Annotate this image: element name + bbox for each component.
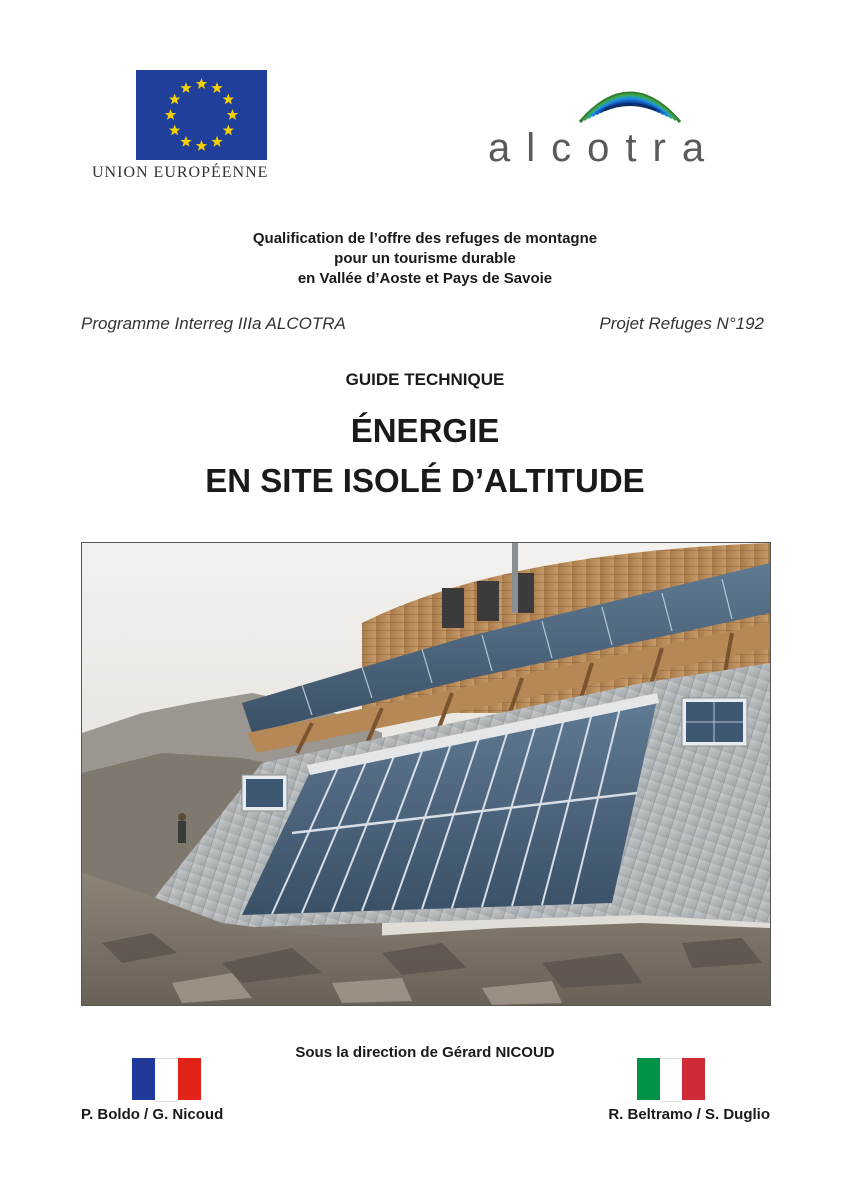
authors-italy: R. Beltramo / S. Duglio [608, 1106, 770, 1123]
direction-credit: Sous la direction de Gérard NICOUD [295, 1044, 555, 1061]
flag-stripe-blue [132, 1058, 155, 1100]
qualification-line: pour un tourisme durable [334, 250, 516, 267]
eu-stars-icon [136, 70, 267, 160]
flag-stripe-white [155, 1058, 178, 1102]
eu-star-icon [227, 109, 238, 120]
refuge-solar-photo [82, 543, 770, 1005]
alcotra-wordmark: alcotra [488, 126, 721, 170]
qualification-line: en Vallée d’Aoste et Pays de Savoie [297, 270, 553, 287]
eu-star-icon [180, 82, 191, 93]
eu-flag-logo [136, 70, 267, 160]
authors-france: P. Boldo / G. Nicoud [81, 1106, 224, 1123]
eu-label: UNION EUROPÉENNE [92, 164, 269, 181]
flag-stripe-white [660, 1058, 683, 1102]
eu-star-icon [165, 109, 176, 120]
guide-label: GUIDE TECHNIQUE [345, 370, 505, 389]
eu-star-icon [211, 82, 222, 93]
italy-flag-icon [637, 1058, 705, 1100]
eu-star-icon [223, 125, 234, 136]
program-name: Programme Interreg IIIa ALCOTRA [81, 314, 346, 333]
alcotra-mountain-icon [578, 70, 682, 130]
flag-stripe-red [178, 1058, 201, 1100]
main-title-line1: ÉNERGIE [350, 412, 500, 449]
qualification-line: Qualification de l’offre des refuges de montagne [252, 230, 598, 247]
eu-star-icon [211, 136, 222, 147]
flag-stripe-green [637, 1058, 660, 1100]
eu-star-icon [169, 94, 180, 105]
qualification-heading [0, 229, 850, 289]
eu-star-icon [180, 136, 191, 147]
cover-photo [81, 542, 771, 1006]
flag-stripe-red [682, 1058, 705, 1100]
eu-star-icon [223, 94, 234, 105]
eu-star-icon [196, 140, 207, 151]
eu-star-icon [169, 125, 180, 136]
eu-star-icon [196, 78, 207, 89]
france-flag-icon [132, 1058, 201, 1100]
main-title-line2: EN SITE ISOLÉ D’ALTITUDE [205, 462, 645, 499]
project-number: Projet Refuges N°192 [599, 314, 764, 333]
